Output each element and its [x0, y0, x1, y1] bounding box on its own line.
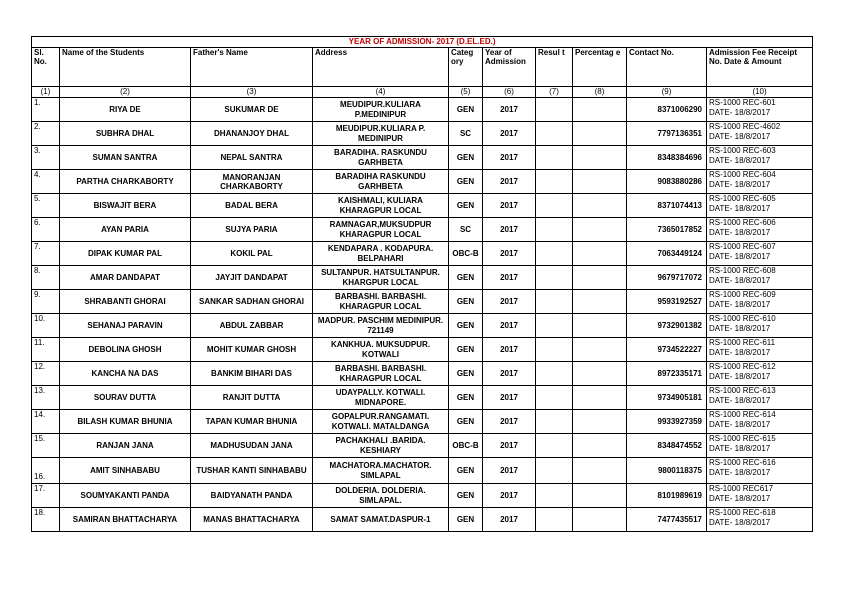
row-category: GEN: [449, 290, 483, 314]
row-fee: [707, 170, 813, 194]
row-father-name: RANJIT DUTTA: [191, 386, 313, 410]
row-contact: 7365017852: [627, 218, 707, 242]
row-sl-no: 1.: [32, 98, 60, 122]
row-result: [536, 290, 573, 314]
row-contact: 9732901382: [627, 314, 707, 338]
row-sl-no: 13.: [32, 386, 60, 410]
row-fee: [707, 410, 813, 434]
table-row: [32, 458, 813, 484]
fee-receipt: RS-1000 REC-618: [709, 508, 776, 517]
row-percentage: [573, 98, 627, 122]
row-address: BARADIHA. RASKUNDU GARHBETA: [313, 146, 449, 170]
row-father-name: BAIDYANATH PANDA: [191, 484, 313, 508]
table-row: [32, 242, 813, 266]
row-category: GEN: [449, 508, 483, 532]
row-father-name: SUKUMAR DE: [191, 98, 313, 122]
row-percentage: [573, 242, 627, 266]
header-father-name: Father's Name: [191, 48, 313, 87]
row-year: 2017: [483, 314, 536, 338]
fee-date: DATE- 18/8/2017: [709, 494, 771, 503]
table-row: [32, 146, 813, 170]
row-fee: [707, 218, 813, 242]
row-result: [536, 386, 573, 410]
row-category: GEN: [449, 458, 483, 484]
row-contact: 9933927359: [627, 410, 707, 434]
row-sl-no: 12.: [32, 362, 60, 386]
row-result: [536, 338, 573, 362]
header-year: Year of Admission: [483, 48, 536, 87]
row-result: [536, 458, 573, 484]
header-category: Categ ory: [449, 48, 483, 87]
table-row: [32, 434, 813, 458]
row-result: [536, 410, 573, 434]
table-title: YEAR OF ADMISSION- 2017 (D.EL.ED.): [32, 37, 813, 48]
row-student-name: SUMAN SANTRA: [60, 146, 191, 170]
table-row: [32, 266, 813, 290]
fee-receipt: RS-1000 REC-603: [709, 146, 776, 155]
row-address: UDAYPALLY. KOTWALI. MIDNAPORE.: [313, 386, 449, 410]
row-contact: 9083880286: [627, 170, 707, 194]
row-category: GEN: [449, 362, 483, 386]
row-address: BARBASHI. BARBASHI. KHARAGPUR LOCAL: [313, 362, 449, 386]
row-father-name: KOKIL PAL: [191, 242, 313, 266]
row-percentage: [573, 458, 627, 484]
row-student-name: AMAR DANDAPAT: [60, 266, 191, 290]
fee-date: DATE- 18/8/2017: [709, 468, 771, 477]
row-year: 2017: [483, 410, 536, 434]
row-sl-no: 15.: [32, 434, 60, 458]
row-address: SULTANPUR. HATSULTANPUR. KHARGPUR LOCAL: [313, 266, 449, 290]
row-fee: [707, 146, 813, 170]
row-category: SC: [449, 218, 483, 242]
row-student-name: BILASH KUMAR BHUNIA: [60, 410, 191, 434]
fee-receipt: RS-1000 REC617: [709, 484, 774, 493]
row-percentage: [573, 434, 627, 458]
row-sl-no: 8.: [32, 266, 60, 290]
row-result: [536, 122, 573, 146]
row-father-name: BADAL BERA: [191, 194, 313, 218]
row-year: 2017: [483, 362, 536, 386]
fee-date: DATE- 18/8/2017: [709, 518, 771, 527]
title-row: [32, 37, 813, 48]
row-contact: 9734905181: [627, 386, 707, 410]
row-percentage: [573, 146, 627, 170]
row-sl-no: 2.: [32, 122, 60, 146]
row-category: GEN: [449, 484, 483, 508]
row-fee: [707, 242, 813, 266]
row-student-name: SUBHRA DHAL: [60, 122, 191, 146]
row-percentage: [573, 410, 627, 434]
row-student-name: RANJAN JANA: [60, 434, 191, 458]
row-result: [536, 98, 573, 122]
row-father-name: SUJYA PARIA: [191, 218, 313, 242]
row-sl-no: 6.: [32, 218, 60, 242]
row-contact: 8972335171: [627, 362, 707, 386]
row-student-name: SAMIRAN BHATTACHARYA: [60, 508, 191, 532]
row-address: BARBASHI. BARBASHI. KHARAGPUR LOCAL: [313, 290, 449, 314]
row-address: RAMNAGAR,MUKSUDPUR KHARAGPUR LOCAL: [313, 218, 449, 242]
row-address: MADPUR. PASCHIM MEDINIPUR. 721149: [313, 314, 449, 338]
row-percentage: [573, 484, 627, 508]
row-address: KANKHUA. MUKSUDPUR. KOTWALI: [313, 338, 449, 362]
fee-date: DATE- 18/8/2017: [709, 348, 771, 357]
fee-date: DATE- 18/8/2017: [709, 180, 771, 189]
fee-receipt: RS-1000 REC-607: [709, 242, 776, 251]
row-percentage: [573, 314, 627, 338]
row-address: SAMAT SAMAT.DASPUR-1: [313, 508, 449, 532]
row-category: GEN: [449, 266, 483, 290]
fee-date: DATE- 18/8/2017: [709, 252, 771, 261]
row-fee: [707, 122, 813, 146]
row-fee: [707, 338, 813, 362]
row-father-name: TAPAN KUMAR BHUNIA: [191, 410, 313, 434]
row-year: 2017: [483, 508, 536, 532]
row-address: MEUDIPUR.KULIARA P. MEDINIPUR: [313, 122, 449, 146]
row-result: [536, 170, 573, 194]
header-percentage: Percentag e: [573, 48, 627, 87]
row-percentage: [573, 170, 627, 194]
row-year: 2017: [483, 194, 536, 218]
row-father-name: MADHUSUDAN JANA: [191, 434, 313, 458]
row-fee: [707, 458, 813, 484]
row-sl-no: 17.: [32, 484, 60, 508]
row-student-name: KANCHA NA DAS: [60, 362, 191, 386]
row-student-name: PARTHA CHARKABORTY: [60, 170, 191, 194]
row-category: GEN: [449, 314, 483, 338]
row-fee: [707, 98, 813, 122]
table-row: [32, 362, 813, 386]
row-result: [536, 362, 573, 386]
row-year: 2017: [483, 146, 536, 170]
row-address: MACHATORA.MACHATOR. SIMLAPAL: [313, 458, 449, 484]
fee-date: DATE- 18/8/2017: [709, 132, 771, 141]
fee-receipt: RS-1000 REC-606: [709, 218, 776, 227]
row-student-name: AYAN PARIA: [60, 218, 191, 242]
row-contact: 7477435517: [627, 508, 707, 532]
row-year: 2017: [483, 170, 536, 194]
row-contact: 7063449124: [627, 242, 707, 266]
row-sl-no: 14.: [32, 410, 60, 434]
colnum-10: (10): [707, 87, 813, 98]
fee-date: DATE- 18/8/2017: [709, 108, 771, 117]
fee-receipt: RS-1000 REC-605: [709, 194, 776, 203]
row-sl-no: 9.: [32, 290, 60, 314]
fee-receipt: RS-1000 REC-615: [709, 434, 776, 443]
row-contact: 8348474552: [627, 434, 707, 458]
row-address: PACHAKHALI .BARIDA. KESHIARY: [313, 434, 449, 458]
row-father-name: SANKAR SADHAN GHORAI: [191, 290, 313, 314]
row-father-name: BANKIM BIHARI DAS: [191, 362, 313, 386]
table-row: [32, 98, 813, 122]
row-fee: [707, 386, 813, 410]
row-student-name: DIPAK KUMAR PAL: [60, 242, 191, 266]
row-father-name: JAYJIT DANDAPAT: [191, 266, 313, 290]
row-year: 2017: [483, 386, 536, 410]
fee-receipt: RS-1000 REC-601: [709, 98, 776, 107]
fee-date: DATE- 18/8/2017: [709, 420, 771, 429]
row-contact: 7797136351: [627, 122, 707, 146]
row-category: GEN: [449, 98, 483, 122]
row-contact: 9800118375: [627, 458, 707, 484]
row-father-name: TUSHAR KANTI SINHABABU: [191, 458, 313, 484]
table-row: [32, 338, 813, 362]
row-contact: 8371006290: [627, 98, 707, 122]
fee-date: DATE- 18/8/2017: [709, 324, 771, 333]
fee-receipt: RS-1000 REC-4602: [709, 122, 781, 131]
header-row: [32, 48, 813, 87]
table-row: [32, 194, 813, 218]
row-contact: 9734522227: [627, 338, 707, 362]
table-row: [32, 218, 813, 242]
row-contact: 8371074413: [627, 194, 707, 218]
row-year: 2017: [483, 484, 536, 508]
row-contact: 8101989619: [627, 484, 707, 508]
row-fee: [707, 314, 813, 338]
row-address: DOLDERIA. DOLDERIA. SIMLAPAL.: [313, 484, 449, 508]
fee-date: DATE- 18/8/2017: [709, 372, 771, 381]
header-address: Address: [313, 48, 449, 87]
table-row: [32, 290, 813, 314]
row-category: GEN: [449, 410, 483, 434]
row-sl-no: 10.: [32, 314, 60, 338]
row-father-name: MANAS BHATTACHARYA: [191, 508, 313, 532]
row-category: GEN: [449, 194, 483, 218]
row-address: MEUDIPUR.KULIARA P.MEDINIPUR: [313, 98, 449, 122]
row-fee: [707, 508, 813, 532]
row-father-name: NEPAL SANTRA: [191, 146, 313, 170]
row-year: 2017: [483, 242, 536, 266]
row-student-name: SOURAV DUTTA: [60, 386, 191, 410]
row-student-name: BISWAJIT BERA: [60, 194, 191, 218]
row-percentage: [573, 338, 627, 362]
row-percentage: [573, 290, 627, 314]
row-percentage: [573, 362, 627, 386]
row-category: OBC-B: [449, 434, 483, 458]
row-year: 2017: [483, 290, 536, 314]
row-year: 2017: [483, 218, 536, 242]
admission-table: [31, 36, 813, 532]
table-row: [32, 314, 813, 338]
colnum-1: (1): [32, 87, 60, 98]
row-sl-no: 11.: [32, 338, 60, 362]
fee-receipt: RS-1000 REC-610: [709, 314, 776, 323]
header-student-name: Name of the Students: [60, 48, 191, 87]
row-father-name: MOHIT KUMAR GHOSH: [191, 338, 313, 362]
row-fee: [707, 290, 813, 314]
colnum-9: (9): [627, 87, 707, 98]
table-row: [32, 122, 813, 146]
row-address: KAISHMALI, KULIARA KHARAGPUR LOCAL: [313, 194, 449, 218]
row-sl-no: 7.: [32, 242, 60, 266]
row-percentage: [573, 218, 627, 242]
fee-date: DATE- 18/8/2017: [709, 444, 771, 453]
row-fee: [707, 484, 813, 508]
row-sl-no: 3.: [32, 146, 60, 170]
row-student-name: DEBOLINA GHOSH: [60, 338, 191, 362]
row-sl-no: 5.: [32, 194, 60, 218]
row-year: 2017: [483, 98, 536, 122]
row-category: GEN: [449, 170, 483, 194]
row-year: 2017: [483, 434, 536, 458]
row-category: GEN: [449, 338, 483, 362]
admission-sheet: [31, 36, 812, 532]
row-student-name: RIYA DE: [60, 98, 191, 122]
header-sl-no: Sl. No.: [32, 48, 60, 87]
row-sl-no: 4.: [32, 170, 60, 194]
table-row: [32, 484, 813, 508]
row-fee: [707, 194, 813, 218]
row-category: GEN: [449, 146, 483, 170]
fee-date: DATE- 18/8/2017: [709, 396, 771, 405]
row-contact: 9679717072: [627, 266, 707, 290]
row-contact: 9593192527: [627, 290, 707, 314]
row-percentage: [573, 386, 627, 410]
header-fee: Admission Fee Receipt No. Date & Amount: [707, 48, 813, 87]
row-result: [536, 434, 573, 458]
row-fee: [707, 434, 813, 458]
row-year: 2017: [483, 338, 536, 362]
row-student-name: SEHANAJ PARAVIN: [60, 314, 191, 338]
fee-date: DATE- 18/8/2017: [709, 228, 771, 237]
colnum-8: (8): [573, 87, 627, 98]
row-category: GEN: [449, 386, 483, 410]
row-fee: [707, 266, 813, 290]
row-percentage: [573, 508, 627, 532]
table-row: [32, 170, 813, 194]
colnum-3: (3): [191, 87, 313, 98]
row-address: KENDAPARA . KODAPURA. BELPAHARI: [313, 242, 449, 266]
fee-date: DATE- 18/8/2017: [709, 276, 771, 285]
fee-date: DATE- 18/8/2017: [709, 300, 771, 309]
row-result: [536, 146, 573, 170]
row-result: [536, 484, 573, 508]
fee-receipt: RS-1000 REC-612: [709, 362, 776, 371]
table-row: [32, 410, 813, 434]
fee-date: DATE- 18/8/2017: [709, 204, 771, 213]
table-row: [32, 386, 813, 410]
row-address: BARADIHA RASKUNDU GARHBETA: [313, 170, 449, 194]
row-father-name: MANORANJAN CHARKABORTY: [191, 170, 313, 194]
row-result: [536, 242, 573, 266]
colnum-2: (2): [60, 87, 191, 98]
row-sl-no: 16.: [32, 458, 60, 484]
row-address: GOPALPUR.RANGAMATI. KOTWALI. MATALDANGA: [313, 410, 449, 434]
fee-receipt: RS-1000 REC-604: [709, 170, 776, 179]
fee-date: DATE- 18/8/2017: [709, 156, 771, 165]
column-number-row: [32, 87, 813, 98]
row-sl-no: 18.: [32, 508, 60, 532]
fee-receipt: RS-1000 REC-614: [709, 410, 776, 419]
row-category: OBC-B: [449, 242, 483, 266]
colnum-5: (5): [449, 87, 483, 98]
row-father-name: DHANANJOY DHAL: [191, 122, 313, 146]
fee-receipt: RS-1000 REC-609: [709, 290, 776, 299]
row-year: 2017: [483, 458, 536, 484]
row-percentage: [573, 122, 627, 146]
row-result: [536, 218, 573, 242]
row-student-name: SOUMYAKANTI PANDA: [60, 484, 191, 508]
row-category: SC: [449, 122, 483, 146]
header-result: Resul t: [536, 48, 573, 87]
fee-receipt: RS-1000 REC-616: [709, 458, 776, 467]
row-result: [536, 314, 573, 338]
colnum-7: (7): [536, 87, 573, 98]
row-result: [536, 194, 573, 218]
fee-receipt: RS-1000 REC-613: [709, 386, 776, 395]
row-father-name: ABDUL ZABBAR: [191, 314, 313, 338]
row-student-name: SHRABANTI GHORAI: [60, 290, 191, 314]
colnum-4: (4): [313, 87, 449, 98]
header-contact: Contact No.: [627, 48, 707, 87]
row-result: [536, 266, 573, 290]
fee-receipt: RS-1000 REC-611: [709, 338, 776, 347]
colnum-6: (6): [483, 87, 536, 98]
row-fee: [707, 362, 813, 386]
row-result: [536, 508, 573, 532]
row-year: 2017: [483, 122, 536, 146]
row-contact: 8348384696: [627, 146, 707, 170]
row-year: 2017: [483, 266, 536, 290]
row-student-name: AMIT SINHABABU: [60, 458, 191, 484]
row-percentage: [573, 266, 627, 290]
table-row: [32, 508, 813, 532]
row-percentage: [573, 194, 627, 218]
fee-receipt: RS-1000 REC-608: [709, 266, 776, 275]
